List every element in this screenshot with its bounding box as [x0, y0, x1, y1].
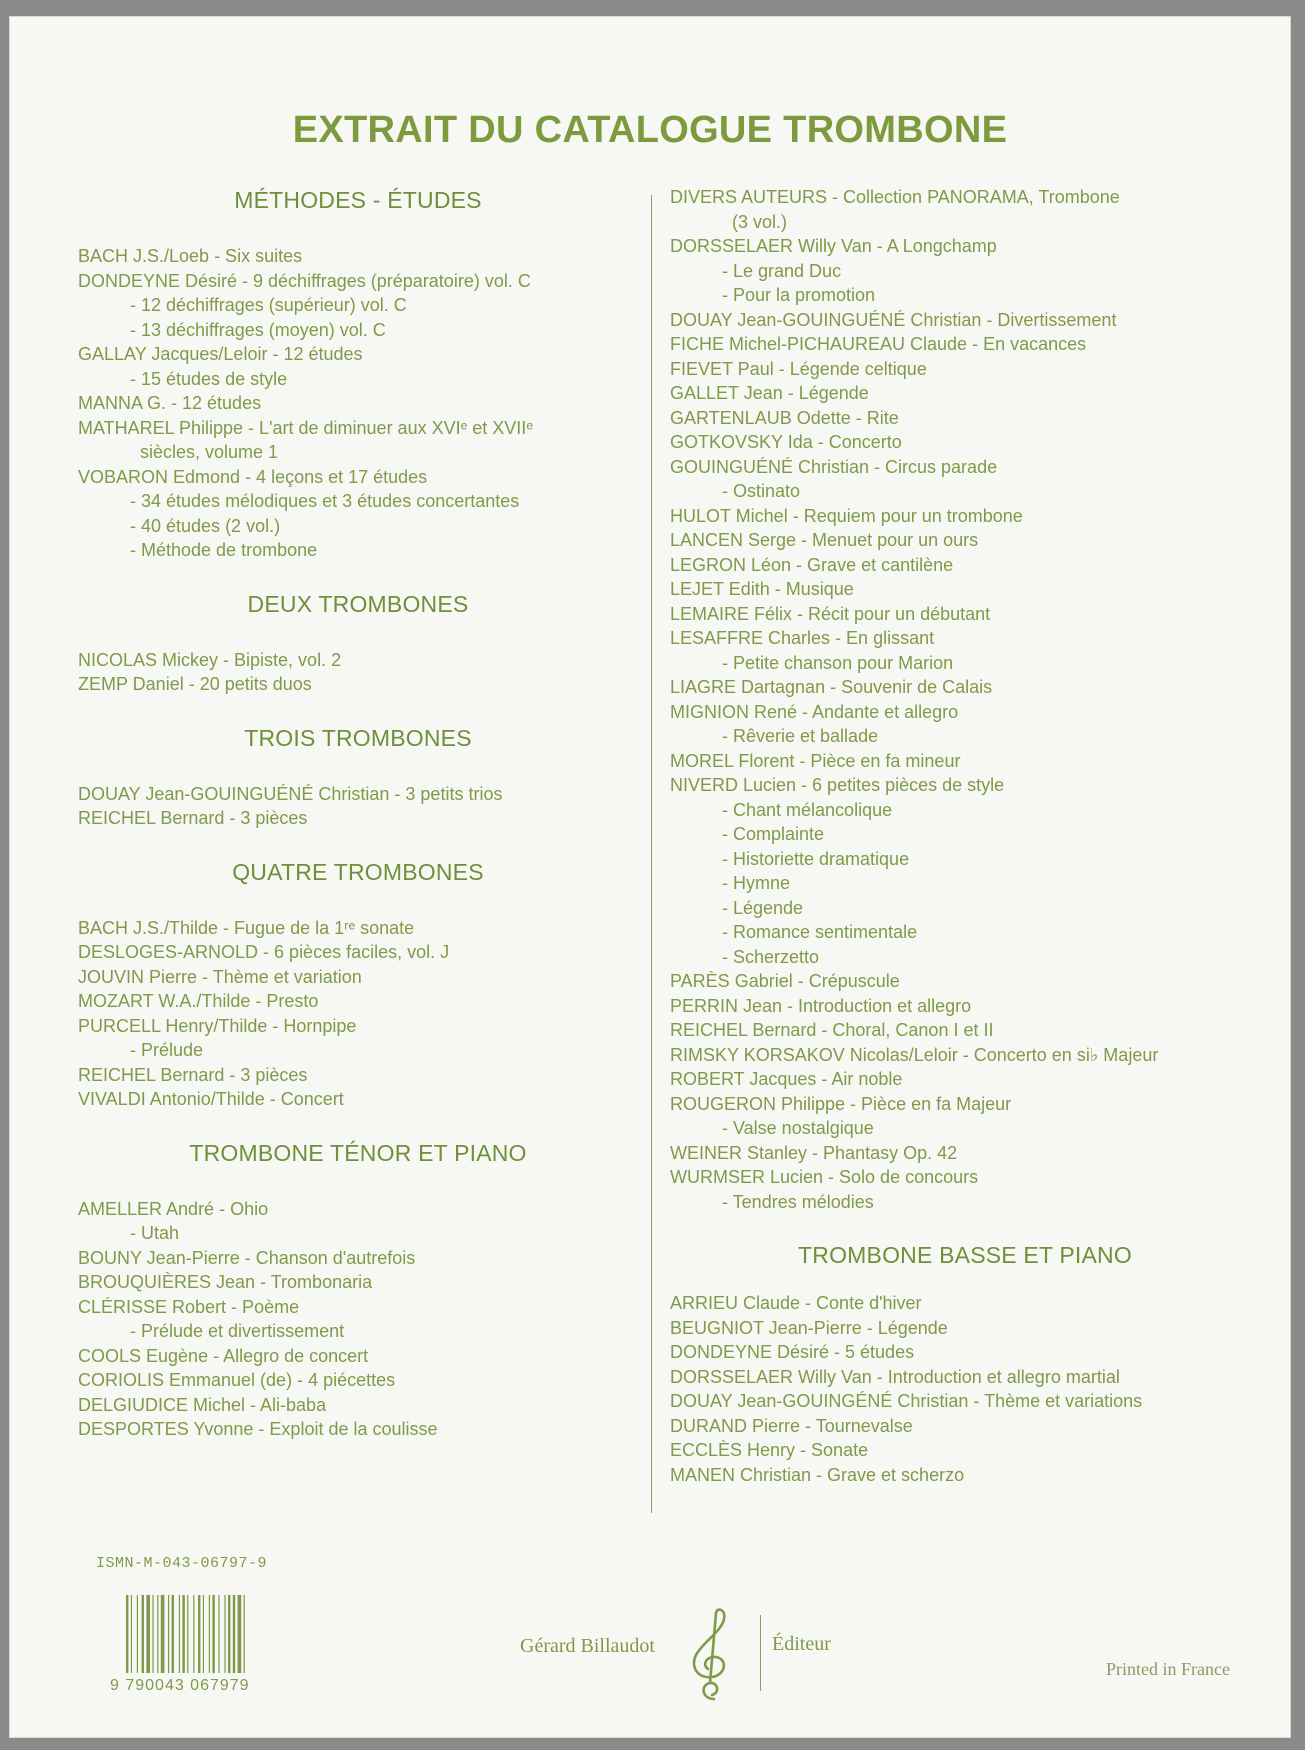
catalogue-entry: - Tendres mélodies — [722, 1191, 874, 1212]
catalogue-entry: REICHEL Bernard - Choral, Canon I et II — [670, 1020, 994, 1040]
catalogue-entry: WEINER Stanley - Phantasy Op. 42 — [670, 1142, 958, 1163]
catalogue-entry: DOUAY Jean-GOUINGUÉNÉ Christian - Divertissement — [670, 309, 1117, 330]
catalogue-entry: - Légende — [722, 897, 804, 918]
catalogue-entry: - 15 études de style — [130, 368, 288, 389]
page-title: EXTRAIT DU CATALOGUE TROMBONE — [292, 109, 1008, 151]
catalogue-entry: ECCLÈS Henry - Sonate — [670, 1440, 869, 1460]
catalogue-entry: DOUAY Jean-GOUINGÉNÉ Christian - Thème et variations — [670, 1391, 1143, 1411]
barcode-bar — [212, 1595, 214, 1673]
catalogue-entry: - Pour la promotion — [722, 285, 876, 305]
catalogue-entry: - Chant mélancolique — [722, 799, 893, 820]
barcode-bar — [172, 1595, 174, 1673]
catalogue-entry: - Valse nostalgique — [722, 1118, 874, 1138]
catalogue-entry: LANCEN Serge - Menuet pour un ours — [670, 530, 979, 550]
catalogue-entry: COOLS Eugène - Allegro de concert — [78, 1345, 369, 1366]
catalogue-page — [9, 16, 1291, 1738]
catalogue-entry: siècles, volume 1 — [140, 442, 279, 462]
catalogue-entry: - Rêverie et ballade — [722, 726, 879, 746]
catalogue-section — [670, 185, 1260, 1214]
catalogue-entry: - Romance sentimentale — [722, 922, 918, 942]
catalogue-entry: DELGIUDICE Michel - Ali-baba — [78, 1394, 327, 1415]
catalogue-entry: LEJET Edith - Musique — [670, 579, 854, 599]
catalogue-entry: ROUGERON Philippe - Pièce en fa Majeur — [670, 1093, 1012, 1114]
ismn-code: ISMN-M-043-06797-9 — [96, 1555, 268, 1572]
catalogue-entry: LIAGRE Dartagnan - Souvenir de Calais — [670, 677, 993, 697]
section-heading: MÉTHODES - ÉTUDES — [234, 187, 482, 213]
catalogue-entry: DOUAY Jean-GOUINGUÉNÉ Christian - 3 petits trios — [78, 783, 503, 804]
catalogue-entry: CORIOLIS Emmanuel (de) - 4 piécettes — [78, 1370, 396, 1390]
catalogue-entry: BOUNY Jean-Pierre - Chanson d'autrefois — [78, 1247, 416, 1268]
catalogue-entry: WURMSER Lucien - Solo de concours — [670, 1167, 979, 1187]
printed-in-label: Printed in France — [1106, 1659, 1230, 1679]
catalogue-entry: - Scherzetto — [722, 946, 820, 967]
catalogue-entry: MANEN Christian - Grave et scherzo — [670, 1464, 965, 1485]
right-column — [670, 185, 1260, 1515]
catalogue-entry: ZEMP Daniel - 20 petits duos — [78, 674, 312, 694]
barcode-bar — [131, 1595, 132, 1673]
section-heading: TROMBONE BASSE ET PIANO — [798, 1242, 1132, 1268]
barcode-bar — [179, 1595, 180, 1673]
catalogue-entry: GARTENLAUB Odette - Rite — [670, 407, 899, 428]
section-heading: QUATRE TROMBONES — [232, 858, 484, 885]
catalogue-entry: - Historiette dramatique — [722, 848, 910, 869]
catalogue-entry: FIEVET Paul - Légende celtique — [670, 358, 927, 379]
catalogue-entry: PERRIN Jean - Introduction et allegro — [670, 995, 972, 1016]
catalogue-entry: MANNA G. - 12 études — [78, 393, 262, 413]
catalogue-entry: LEMAIRE Félix - Récit pour un débutant — [670, 603, 991, 624]
catalogue-entry: - Le grand Duc — [722, 260, 842, 281]
catalogue-entry: VIVALDI Antonio/Thilde - Concert — [78, 1089, 344, 1109]
barcode-bar — [224, 1595, 225, 1673]
section-heading: TROMBONE TÉNOR ET PIANO — [189, 1139, 527, 1166]
catalogue-entry: - Complainte — [722, 824, 825, 844]
catalogue-entry: - Petite chanson pour Marion — [722, 652, 954, 673]
barcode-bar — [146, 1595, 150, 1673]
catalogue-entry: - 34 études mélodiques et 3 études concertantes — [130, 491, 520, 511]
barcode-bar — [228, 1595, 230, 1673]
catalogue-entry: BACH J.S./Thilde - Fugue de la 1ʳᵉ sonate — [78, 917, 415, 938]
catalogue-entry: CLÉRISSE Robert - Poème — [78, 1296, 300, 1317]
catalogue-entry: HULOT Michel - Requiem pour un trombone — [670, 505, 1023, 526]
publisher-role: Éditeur — [772, 1633, 831, 1655]
catalogue-entry: - Utah — [130, 1223, 180, 1243]
catalogue-entry: REICHEL Bernard - 3 pièces — [78, 1064, 308, 1085]
barcode-bar — [233, 1595, 235, 1673]
catalogue-entry: DORSSELAER Willy Van - A Longchamp — [670, 236, 997, 256]
barcode-bar — [137, 1595, 138, 1673]
catalogue-entry: GOTKOVSKY Ida - Concerto — [670, 432, 902, 452]
barcode-bar — [182, 1595, 184, 1673]
catalogue-entry: BACH J.S./Loeb - Six suites — [78, 246, 303, 266]
barcode-icon — [124, 1595, 274, 1673]
catalogue-entry: DONDEYNE Désiré - 5 études — [670, 1342, 915, 1362]
catalogue-entry: ROBERT Jacques - Air noble — [670, 1069, 903, 1089]
catalogue-entry: PARÈS Gabriel - Crépuscule — [670, 971, 900, 991]
catalogue-entry: MATHAREL Philippe - L'art de diminuer aux XVIᵉ et XVIIᵉ — [78, 417, 534, 438]
catalogue-entry: DESPORTES Yvonne - Exploit de la coulisse — [78, 1419, 438, 1439]
barcode-bar — [193, 1595, 194, 1673]
catalogue-section-trombone-tenor-et-piano — [78, 1140, 638, 1442]
catalogue-entry: JOUVIN Pierre - Thème et variation — [78, 966, 362, 987]
catalogue-entry: REICHEL Bernard - 3 pièces — [78, 808, 308, 828]
publisher-block — [510, 1607, 890, 1703]
barcode-bar — [244, 1595, 245, 1673]
catalogue-section-methodes-etudes — [78, 187, 638, 563]
catalogue-entry: MIGNION René - Andante et allegro — [670, 701, 959, 722]
barcode-bar — [126, 1595, 128, 1673]
section-heading: TROIS TROMBONES — [244, 724, 472, 751]
catalogue-entry: DIVERS AUTEURS - Collection PANORAMA, Trombone — [670, 187, 1120, 207]
catalogue-entry: RIMSKY KORSAKOV Nicolas/Leloir - Concerto en si♭ Majeur — [670, 1044, 1159, 1065]
column-divider — [651, 195, 652, 1513]
catalogue-entry: - Prélude — [130, 1040, 204, 1060]
catalogue-entry: MOZART W.A./Thilde - Presto — [78, 991, 319, 1011]
catalogue-entry: LESAFFRE Charles - En glissant — [670, 628, 935, 648]
catalogue-entry: DORSSELAER Willy Van - Introduction et allegro martial — [670, 1366, 1120, 1387]
catalogue-entry: MOREL Florent - Pièce en fa mineur — [670, 750, 961, 771]
catalogue-entry: DONDEYNE Désiré - 9 déchiffrages (préparatoire) vol. C — [78, 270, 531, 291]
catalogue-entry: BROUQUIÈRES Jean - Trombonaria — [78, 1272, 373, 1292]
barcode-bar — [152, 1595, 153, 1673]
barcode-bar — [142, 1595, 144, 1673]
catalogue-entry: GOUINGUÉNÉ Christian - Circus parade — [670, 456, 998, 477]
catalogue-section-trois-trombones — [78, 725, 638, 831]
section-heading: DEUX TROMBONES — [247, 590, 469, 617]
barcode-bar — [187, 1595, 188, 1673]
catalogue-entry: GALLAY Jacques/Leloir - 12 études — [78, 344, 363, 364]
barcode-bar — [203, 1595, 204, 1673]
catalogue-entry: AMELLER André - Ohio — [78, 1198, 269, 1219]
publisher-separator — [760, 1615, 761, 1691]
barcode-bar — [168, 1595, 169, 1673]
catalogue-entry: - 40 études (2 vol.) — [130, 515, 281, 536]
catalogue-entry: - Prélude et divertissement — [130, 1321, 345, 1341]
catalogue-entry: - 13 déchiffrages (moyen) vol. C — [130, 319, 386, 340]
barcode-bar — [198, 1595, 200, 1673]
publisher-name: Gérard Billaudot — [520, 1635, 655, 1657]
barcode-bar — [161, 1595, 165, 1673]
catalogue-entry: FICHE Michel-PICHAUREAU Claude - En vacances — [670, 334, 1087, 354]
catalogue-entry: DURAND Pierre - Tournevalse — [670, 1415, 913, 1436]
catalogue-entry: NICOLAS Mickey - Bipiste, vol. 2 — [78, 649, 342, 670]
catalogue-section-deux-trombones — [78, 591, 638, 697]
barcode-bar — [238, 1595, 242, 1673]
catalogue-section-quatre-trombones — [78, 859, 638, 1112]
catalogue-entry: - Méthode de trombone — [130, 540, 318, 560]
treble-clef-icon — [680, 1607, 744, 1703]
catalogue-entry: - Hymne — [722, 873, 791, 893]
left-column — [78, 187, 638, 1470]
catalogue-section-trombone-basse-et-piano — [670, 1242, 1260, 1487]
catalogue-entry: - 12 déchiffrages (supérieur) vol. C — [130, 295, 407, 315]
barcode-bar — [218, 1595, 219, 1673]
barcode-bar — [209, 1595, 210, 1673]
catalogue-entry: ARRIEU Claude - Conte d'hiver — [670, 1293, 922, 1313]
catalogue-entry: VOBARON Edmond - 4 leçons et 17 études — [78, 466, 428, 487]
catalogue-entry: DESLOGES-ARNOLD - 6 pièces faciles, vol. J — [78, 942, 450, 962]
catalogue-entry: PURCELL Henry/Thilde - Hornpipe — [78, 1015, 357, 1036]
catalogue-entry: (3 vol.) — [732, 211, 788, 232]
catalogue-entry: BEUGNIOT Jean-Pierre - Légende — [670, 1317, 948, 1338]
barcode-number: 9 790043 067979 — [110, 1677, 250, 1694]
catalogue-entry: GALLET Jean - Légende — [670, 383, 869, 403]
catalogue-entry: NIVERD Lucien - 6 petites pièces de style — [670, 775, 1005, 795]
catalogue-entry: LEGRON Léon - Grave et cantilène — [670, 554, 954, 575]
catalogue-entry: - Ostinato — [722, 481, 801, 501]
barcode-bar — [157, 1595, 158, 1673]
